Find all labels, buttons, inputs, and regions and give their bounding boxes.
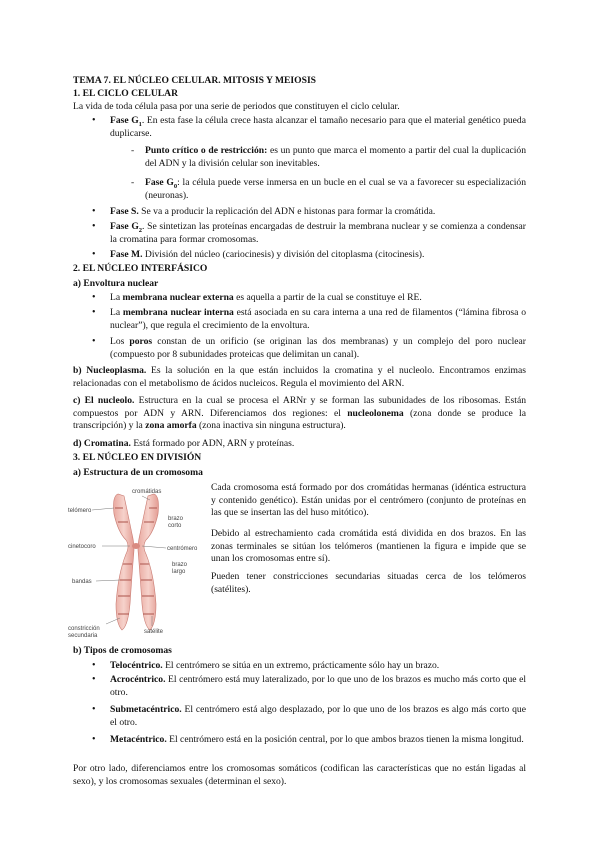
phase-g1-text: . En esta fase la célula crece hasta alcanzar el tamaño necesario para que el material genético pueda duplicarse. [110, 115, 526, 139]
phase-g2-item [110, 221, 526, 246]
nucleoplasm-label: b) Nucleoplasma. [73, 365, 147, 376]
acrocentric-item: • Acrocéntrico. El centrómero está muy lateralizado, por lo que uno de los brazos es mucho más corto que el otro. [110, 674, 526, 699]
label-brazo-largo-2: largo [172, 569, 186, 575]
label-constriccion-1: constricción [68, 626, 100, 632]
phase-g2-text: . Se sintetizan las proteínas encargadas de destruir la membrana nuclear y se comienza a condensar la cromatina para formar cromosomas. [110, 221, 526, 245]
right-chromatid [138, 494, 159, 630]
centromere-mark [132, 543, 140, 549]
inner-membrane-label: membrana nuclear interna [122, 307, 234, 318]
phase-g1-label: Fase $G_1$ [110, 115, 142, 128]
submetacentric-item: • Submetacéntrico. El centrómero está algo desplazado, por lo que uno de los brazos es algo más corto que el otro. [110, 704, 526, 729]
outer-membrane-label: membrana nuclear externa [122, 292, 234, 303]
closing-paragraph: Por otro lado, diferenciamos entre los cromosomas somáticos (codifican las características que no están ligadas al sexo), y los cromosomas sexuales (determinan el sexo). [73, 763, 526, 787]
label-telomero: telómero [68, 508, 92, 514]
document-title: TEMA 7. EL NÚCLEO CELULAR. MITOSIS Y MEIOSIS [73, 75, 317, 86]
phase-g2-label: Fase $G_2$ [110, 221, 143, 234]
chromosome-types-heading: b) Tipos de cromosomas [73, 645, 172, 656]
phase-g0-text: : la célula puede verse inmersa en un bucle en el cual se va a favorecer su especialización (neuronas). [145, 177, 526, 201]
acrocentric-label: Acrocéntrico. [110, 674, 166, 685]
chromosome-structure-heading: a) Estructura de un cromosoma [73, 467, 203, 478]
section-2-heading: 2. EL NÚCLEO INTERFÁSICO [73, 263, 208, 274]
amorphous-zone-label: zona amorfa [145, 420, 197, 432]
section-1-intro: La vida de toda célula pasa por una serie de periodos que constituyen el ciclo celular. [73, 101, 400, 112]
submetacentric-label: Submetacéntrico. [110, 704, 182, 715]
chromatin-label: d) Cromatina. [73, 438, 131, 449]
metacentric-label: Metacéntrico. [110, 734, 167, 745]
telocentric-item: • Telocéntrico. El centrómero se sitúa en un extremo, prácticamente sólo hay un brazo. [110, 660, 439, 673]
telocentric-label: Telocéntrico. [110, 660, 163, 671]
nucleoplasm-paragraph: b) Nucleoplasma. Es la solución en la que están incluidos la cromatina y el nucleolo. Encontramos enzimas relacionadas con el metabolismo de ácidos nucleicos. Regula el movimiento del ARN. [73, 365, 526, 389]
chromosome-figure [66, 484, 206, 640]
phase-s-text: Se va a producir la replicación del ADN e histonas para formar la cromátida. [138, 206, 436, 217]
outer-membrane-item: • La membrana nuclear externa es aquella a partir de la cual se constituye el RE. [110, 292, 422, 305]
label-constriccion-2: secundaria [68, 633, 98, 639]
left-chromatid [114, 494, 135, 630]
label-satelite: satélite [144, 629, 164, 635]
phase-m-item [110, 249, 424, 262]
envelope-heading: a) Envoltura nuclear [73, 278, 159, 289]
label-brazo-corto-2: corto [168, 523, 182, 529]
label-brazo-corto-1: brazo [168, 516, 184, 522]
restriction-point-item [145, 145, 526, 170]
nucleolus-paragraph: c) El nucleolo. Estructura en la cual se procesa el ARNr y se forman las subunidades de los ribosomas. Están compuestos por ADN y ARN. Diferenciamos dos regiones: el nucleolonema (zona donde se produce la transcripción) y la zona amorfa (zona inactiva sin ninguna estructura). [73, 395, 526, 432]
chromosome-paragraph-3: Pueden tener constricciones secundarias situadas cerca de los telómeros (satélites). [211, 571, 526, 595]
phase-s-label: Fase S. [110, 206, 139, 217]
label-bandas: bandas [72, 579, 92, 585]
label-brazo-largo-1: brazo [172, 562, 188, 568]
label-cromatidas: cromátidas [132, 489, 162, 495]
inner-membrane-item: • La membrana nuclear interna está asociada en su cara interna a una red de filamentos (“lámina fibrosa o nuclear”), que regula el crecimiento de la envoltura. [110, 307, 526, 332]
phase-g0-label: Fase $G_0$ [145, 177, 178, 190]
phase-s-item [110, 206, 435, 219]
nucleolus-label: c) El nucleolo. [73, 395, 135, 406]
pores-label: poros [129, 336, 153, 347]
phase-m-text: División del núcleo (cariocinesis) y división del citoplasma (citocinesis). [142, 249, 425, 260]
phase-g0-item [145, 177, 526, 202]
section-1-heading: 1. EL CICLO CELULAR [73, 88, 179, 99]
pores-item: • Los poros constan de un orificio (se originan las dos membranas) y un complejo del poro nuclear (compuesto por 8 subunidades proteicas que delimitan un canal). [110, 336, 526, 361]
chromosome-paragraph-2: Debido al estrechamiento cada cromátida está dividida en dos brazos. En las zonas terminales se sitúan los telómeros (mantienen la figura e impide que se unan los cromosomas entre sí). [211, 528, 526, 565]
chromatin-paragraph: d) Cromatina. Está formado por ADN, ARN y proteínas. [73, 438, 295, 449]
phase-m-label: Fase M. [110, 249, 143, 260]
nucleolonema-label: nucleolonema [347, 407, 404, 419]
phase-g1-item [110, 115, 526, 140]
restriction-point-text: es un punto que marca el momento a partir del cual la duplicación del ADN y la división celular son inevitables. [145, 145, 527, 169]
metacentric-item: • Metacéntrico. El centrómero está en la posición central, por lo que ambos brazos tienen la misma longitud. [110, 734, 526, 747]
chromosome-paragraph-1: Cada cromosoma está formado por dos cromátidas hermanas (idéntica estructura y contenido genético). Están unidas por el centrómero (conjunto de proteínas en las que se insertan las del huso mitótico). [211, 482, 526, 519]
label-cinetocoro: cinetocoro [68, 544, 96, 550]
section-3-heading: 3. EL NÚCLEO EN DIVISIÓN [73, 452, 202, 463]
label-centromero: centrómero [167, 546, 198, 552]
restriction-point-label: Punto crítico o de restricción: [145, 145, 268, 156]
